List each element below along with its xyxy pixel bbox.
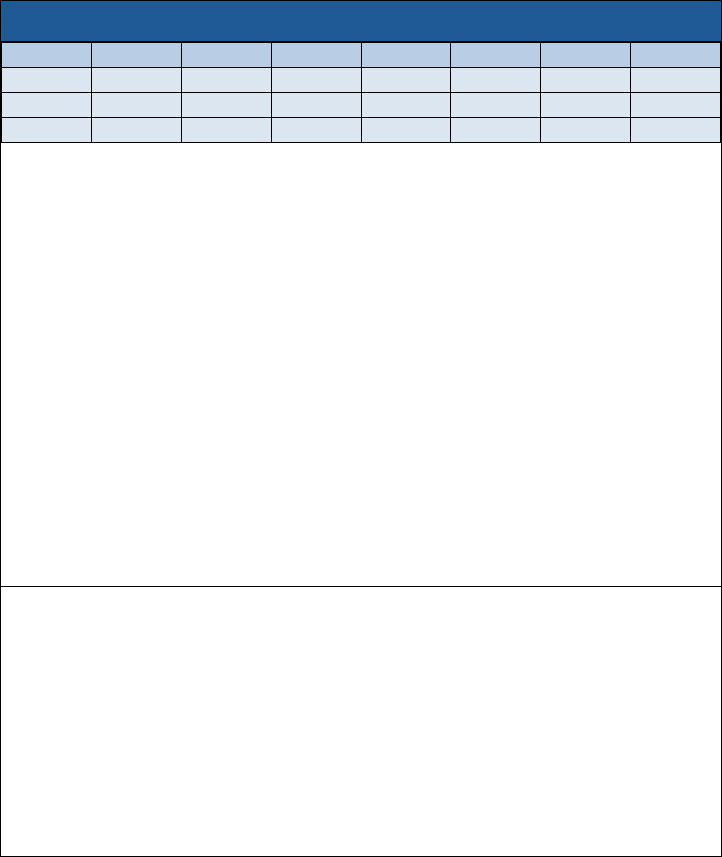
report-table xyxy=(1,42,721,143)
summary-panel xyxy=(1,586,721,857)
title-bar xyxy=(1,1,721,42)
